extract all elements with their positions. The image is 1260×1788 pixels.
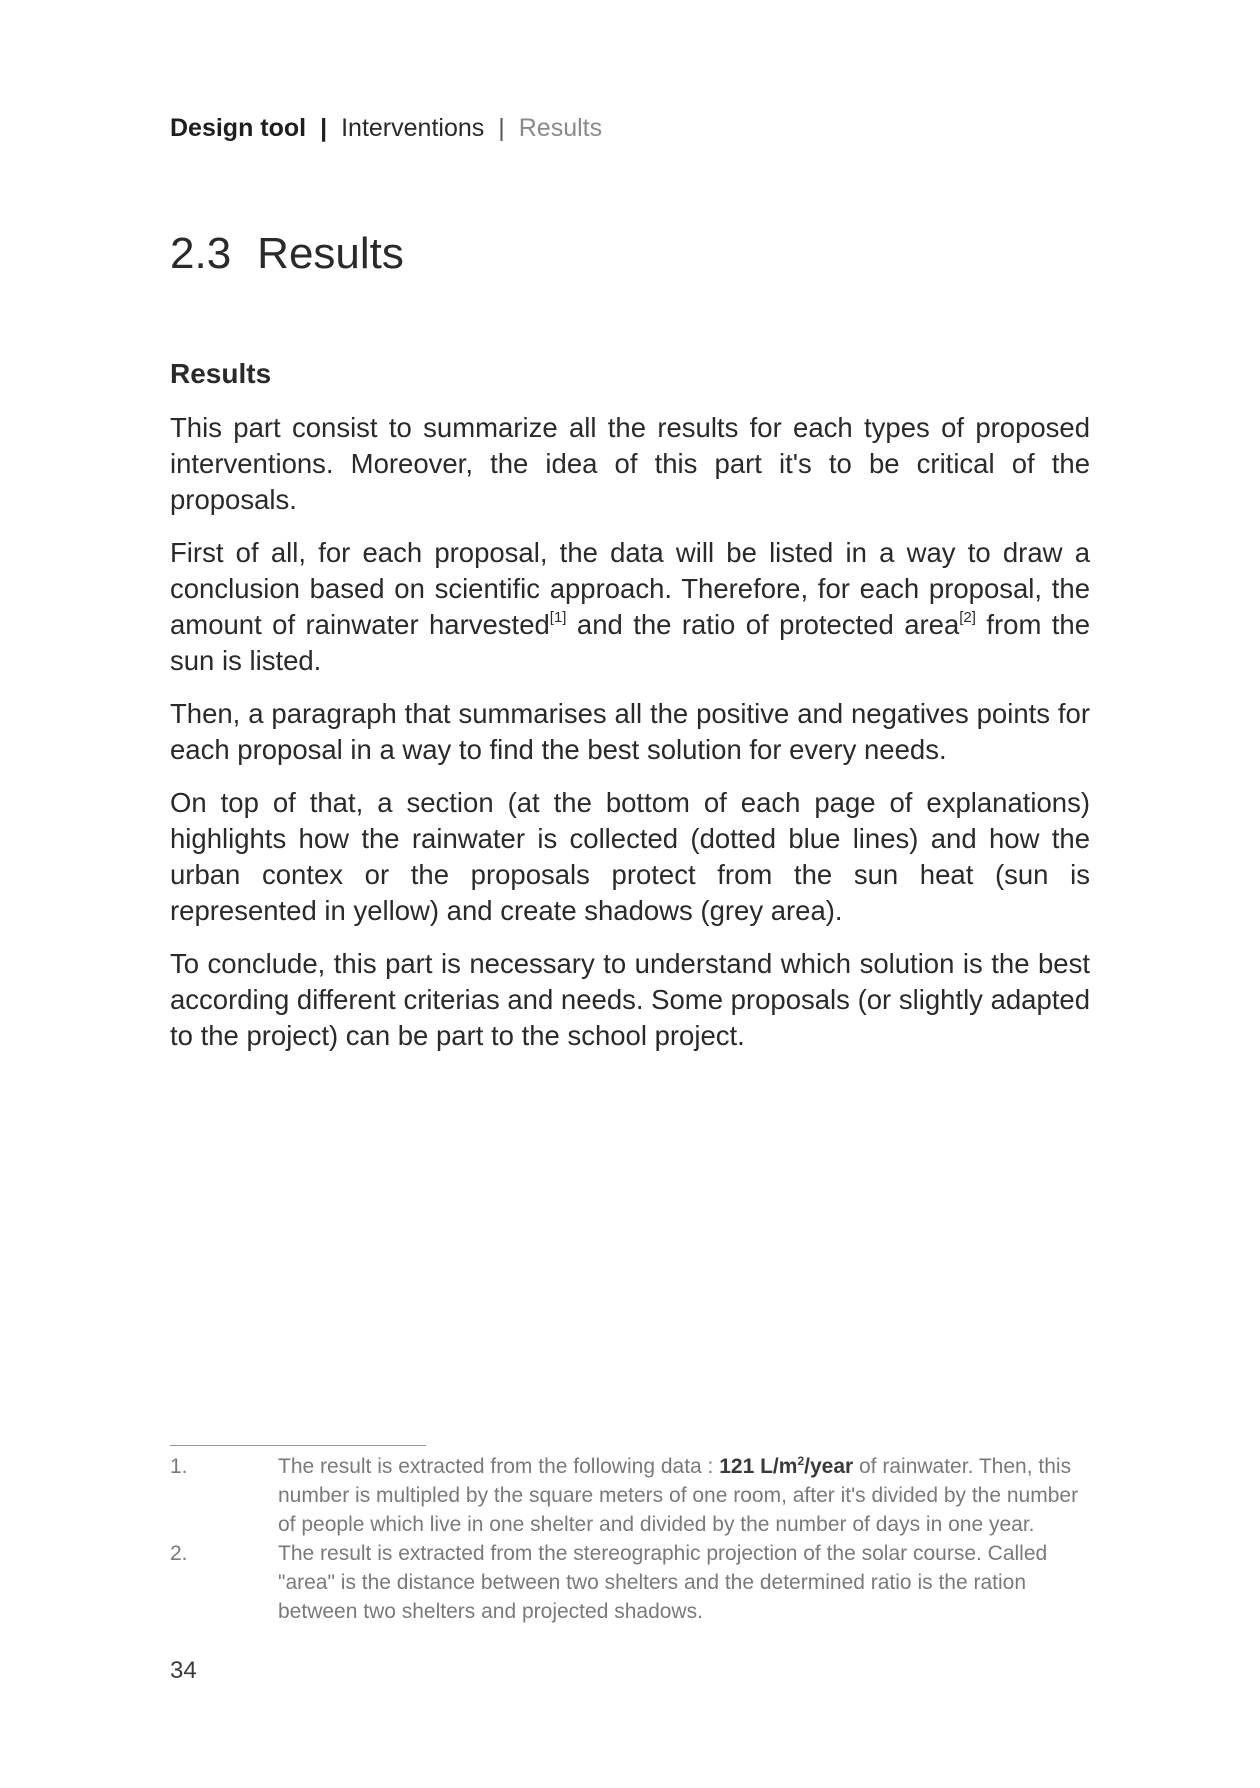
paragraph-section-explanation: On top of that, a section (at the bottom of each page of explanations) highlights how the rainwater is collected (dotted blue lines) and how the urban contex or the proposals protect from the sun heat (sun is represented in yellow) and create shadows (grey area).: [170, 787, 1090, 926]
breadcrumb-separator: |: [498, 114, 505, 142]
paragraph-text: from the sun is listed.: [170, 609, 1091, 676]
footnote-number: 2.: [170, 1542, 188, 1565]
section-title-text: Results: [257, 229, 404, 278]
paragraph-text: and the ratio of protected area: [566, 609, 960, 640]
body-text: [170, 410, 1090, 1071]
footnote-text: [278, 1452, 1090, 1539]
rainfall-value-exponent: 2: [797, 1454, 805, 1468]
footnotes: [170, 1452, 1090, 1626]
footnote-2: [170, 1539, 1090, 1626]
footnote-text-part: The result is extracted from the following data :: [278, 1455, 720, 1478]
breadcrumb-interventions: Interventions: [341, 114, 485, 142]
footnote-text: The result is extracted from the stereographic projection of the solar course. Called "area" is the distance between two shelters and the determined ratio is the ration between two shelters and projected shadows.: [278, 1542, 1048, 1623]
rainfall-value-unit: /year: [804, 1455, 854, 1478]
paragraph-text: First of all, for each proposal, the data will be listed in a way to draw a conclusion based on scientific approach. Therefore, for each proposal, the amount of rainwater harvested: [170, 537, 1090, 640]
footnote-text-part: of rainwater. Then, this number is multipled by the square meters of one room, after it's divided by the number of people which live in one shelter and divided by the number of days in one year.: [278, 1455, 1079, 1536]
subheading: Results: [170, 358, 272, 389]
breadcrumb-design-tool: Design tool: [170, 114, 307, 142]
section-title: [170, 226, 404, 282]
rainfall-value: [719, 1455, 853, 1478]
section-number: 2.3: [170, 229, 232, 278]
page-number: 34: [170, 1657, 197, 1684]
paragraph-summary: Then, a paragraph that summarises all the positive and negatives points for each proposal in a way to find the best solution for every needs.: [170, 698, 1090, 765]
footnote-reference-2: [2]: [959, 609, 976, 626]
paragraph-conclusion: To conclude, this part is necessary to understand which solution is the best according different criterias and needs. Some proposals (or slightly adapted to the project) can be part to the school project.: [170, 948, 1090, 1051]
paragraph-intro: This part consist to summarize all the results for each types of proposed interventions. Moreover, the idea of this part it's to be critical of the proposals.: [170, 412, 1090, 515]
breadcrumb: [170, 112, 602, 144]
footnote-reference-1: [1]: [549, 609, 567, 626]
footnote-1: [170, 1452, 1090, 1539]
paragraph-data-listing: [170, 535, 1090, 679]
footnote-divider: [170, 1445, 426, 1446]
rainfall-value-number: 121 L/m: [719, 1455, 798, 1478]
breadcrumb-separator: |: [320, 114, 328, 142]
footnote-number: 1.: [170, 1455, 188, 1478]
breadcrumb-results: Results: [518, 114, 603, 142]
